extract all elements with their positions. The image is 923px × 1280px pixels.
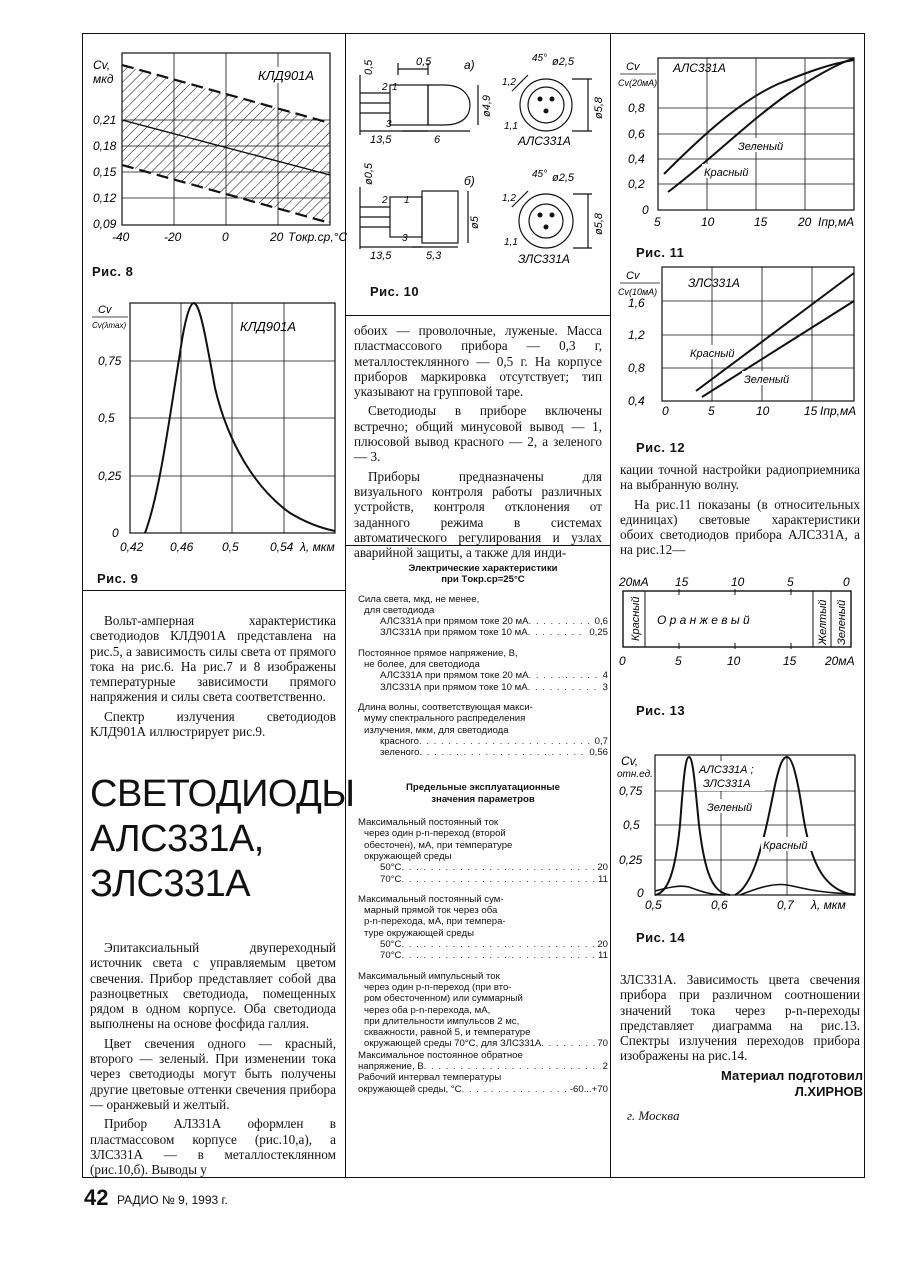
spec-row — [358, 616, 608, 627]
figure-8-ytick: 0,21 — [93, 113, 117, 127]
figure-10b-pin: 1 — [404, 195, 410, 206]
section-rule — [345, 315, 610, 316]
author-credit — [721, 1068, 863, 1100]
spec-text: p-n-перехода, мА, при темпера- — [364, 916, 506, 928]
spec-text: Максимальный постоянный ток — [358, 817, 499, 829]
figure-8-xtick: 0 — [222, 230, 229, 244]
article-text-right-bottom — [620, 972, 860, 1068]
figure-13-zone-green: Зеленый — [836, 599, 848, 645]
specs-title-line: при Tокр.ср=25°С — [441, 574, 525, 586]
spec-text: Максимальное постоянное обратное — [358, 1049, 523, 1061]
figure-14-device: АЛС331А ; — [699, 764, 754, 776]
figure-10a-dim: 1,1 — [504, 121, 518, 132]
figure-10 — [352, 45, 607, 270]
spec-max-sum — [358, 894, 608, 962]
figure-9-xtick: 0,5 — [222, 540, 239, 554]
figure-14-ytick: 0,75 — [619, 784, 643, 798]
figure-10a-dim: 0,5 — [416, 56, 432, 68]
figure-14-label-green: Зеленый — [707, 802, 753, 814]
spec-row — [358, 862, 608, 873]
figure-8-ytick: 0,15 — [93, 165, 117, 179]
figure-13-top-tick: 15 — [675, 575, 689, 589]
spec-label: ЗЛС331А при прямом токе 10 мА — [380, 681, 528, 693]
figure-10a-dim: 13,5 — [370, 134, 392, 146]
figure-8-xlabel: Tокр.ср,°С — [288, 230, 348, 244]
figure-9-xtick: 0,54 — [270, 540, 294, 554]
spec-label: зеленого — [380, 747, 420, 759]
figure-8-plot — [90, 45, 348, 260]
figure-13-top-tick: 10 — [731, 575, 745, 589]
figure-12-caption: Рис. 12 — [636, 440, 686, 455]
spec-label: АЛС331А при прямом токе 20 мА — [380, 670, 529, 682]
spec-value: 11 — [598, 873, 608, 885]
figure-10b-dim: 5,3 — [426, 250, 442, 262]
magazine-issue: РАДИО № 9, 1993 г. — [116, 1193, 228, 1207]
figure-11-ylabel-num: Cv — [626, 61, 640, 73]
spec-text: ром обесточенном) или суммарный — [364, 993, 523, 1005]
figure-9-device: КЛД901А — [240, 319, 297, 334]
spec-text: для светодиода — [364, 604, 435, 616]
specs-title-line: значения параметров — [431, 793, 535, 805]
figure-14-label-red: Красный — [763, 840, 808, 852]
author-name: Л.ХИРНОВ — [794, 1084, 863, 1099]
figure-12-ytick: 0,8 — [628, 361, 645, 375]
figure-8-caption: Рис. 8 — [92, 264, 134, 279]
figure-11-label-green: Зеленый — [738, 141, 784, 153]
figure-10a-dim: 6 — [434, 134, 441, 146]
headline-line: АЛС331А, — [90, 818, 264, 860]
figure-9-ylabel-num: Cv — [98, 304, 112, 316]
spec-text: туре окружающей среды — [364, 927, 475, 939]
spec-row — [358, 747, 608, 758]
figure-12-ylabel-den: Cv(10мА) — [618, 287, 658, 297]
figure-12-ytick: 1,6 — [628, 296, 645, 310]
figure-10-caption: Рис. 10 — [370, 284, 420, 299]
figure-13-bottom-tick: 5 — [675, 654, 682, 668]
figure-14 — [615, 745, 860, 920]
figure-11-device: АЛС331А — [673, 61, 726, 75]
figure-11-ytick: 0,4 — [628, 152, 645, 166]
figure-10a-name: АЛС331А — [518, 134, 571, 148]
figure-14-caption: Рис. 14 — [636, 930, 686, 945]
figure-8 — [90, 45, 348, 260]
figure-13-bottom-tick: 20мА — [825, 654, 855, 668]
figure-11-xtick: 5 — [654, 215, 661, 229]
figure-14-xtick: 0,6 — [711, 898, 728, 912]
figure-13-bottom-tick: 10 — [727, 654, 741, 668]
spec-wavelength — [358, 702, 608, 758]
paragraph: Цвет свечения одного — красный, второго — зеленый. При изменении тока через светодиоды могут быть получены другие цветовые оттенки свечения прибора — оранжевый и желтый. — [90, 1035, 336, 1112]
spec-value: 0,25 — [589, 627, 608, 639]
spec-value: 20 — [597, 862, 608, 874]
figure-10a-label: а) — [464, 58, 475, 72]
specs-title-line: Электрические характеристики — [408, 563, 558, 574]
spec-text: Постоянное прямое напряжение, В, — [358, 647, 518, 659]
page-number: 42 — [84, 1185, 109, 1210]
figure-9-xlabel: λ, мкм — [300, 540, 335, 554]
spec-value: 0,6 — [594, 616, 608, 628]
figure-10b-label: б) — [464, 174, 475, 188]
figure-9-ytick: 0,5 — [98, 411, 115, 425]
specifications-block — [358, 563, 608, 1095]
figure-10b-dim: ø2,5 — [552, 172, 575, 184]
figure-10b-dim: 45° — [532, 169, 548, 180]
spec-text: через один p-n-переход (второй — [364, 828, 506, 840]
spec-row — [358, 1038, 608, 1049]
spec-value: 20 — [597, 939, 608, 951]
figure-10a-dim: ø4,9 — [481, 94, 493, 117]
figure-8-ytick: 0,09 — [93, 217, 117, 231]
article-text-right-mid — [620, 462, 860, 562]
figure-14-ytick: 0,5 — [623, 818, 640, 832]
figure-14-ylabel: Cv, — [621, 754, 639, 768]
spec-text: окружающей среды — [364, 850, 452, 862]
headline-line: СВЕТОДИОДЫ — [90, 773, 355, 815]
section-rule — [82, 590, 345, 591]
figure-10b-dim: 1,2 — [502, 193, 516, 204]
spec-text: Рабочий интервал температуры — [358, 1072, 502, 1084]
figure-11-ytick: 0 — [642, 203, 649, 217]
figure-10b-pin: 2 — [382, 195, 388, 206]
figure-13 — [615, 573, 860, 673]
spec-label: напряжение, В — [358, 1060, 424, 1072]
figure-12-plot — [618, 265, 858, 430]
page-footer — [84, 1185, 228, 1211]
figure-12-ytick: 1,2 — [628, 328, 645, 342]
article-text-mid-top — [354, 323, 602, 564]
figure-12-xtick: 5 — [708, 404, 715, 418]
figure-11-label-red: Красный — [704, 167, 749, 179]
figure-8-device: КЛД901А — [258, 68, 315, 83]
spec-label: 50°С — [380, 862, 402, 874]
spec-text: Длина волны, соответствующая макси- — [358, 701, 533, 713]
figure-9-xtick: 0,42 — [120, 540, 144, 554]
figure-11-ylabel-den: Cv(20мА) — [618, 78, 658, 88]
spec-value: -60...+70 — [569, 1083, 608, 1095]
figure-13-top-tick: 5 — [787, 575, 794, 589]
figure-13-top-tick: 20мА — [619, 575, 649, 589]
figure-11-plot — [618, 52, 858, 232]
figure-13-diagram — [615, 573, 860, 673]
figure-8-xtick: -20 — [164, 230, 182, 244]
figure-12-ytick: 0,4 — [628, 394, 645, 408]
figure-14-plot — [615, 745, 860, 920]
figure-14-ytick: 0,25 — [619, 853, 643, 867]
paragraph: На рис.11 показаны (в относительных единицах) световые характеристики обоих светодиодов прибора АЛС331А, а на рис.12— — [620, 496, 860, 558]
spec-luminous — [358, 594, 608, 639]
spec-row — [358, 950, 608, 961]
figure-10a-pin: 2 — [382, 82, 388, 93]
figure-13-zone-orange: О р а н ж е в ы й — [657, 613, 750, 627]
figure-10a-pin: 1 — [392, 82, 398, 93]
figure-9-ylabel-den: Cv(λmax) — [92, 321, 127, 330]
author-city: г. Москва — [627, 1108, 680, 1123]
spec-value: 11 — [598, 950, 608, 962]
figure-10-drawing — [352, 45, 607, 270]
column-rule-left — [345, 33, 346, 1178]
figure-13-zone-yellow: Желтый — [817, 599, 829, 645]
figure-11-ytick: 0,8 — [628, 101, 645, 115]
figure-10a-pin: 3 — [386, 119, 392, 130]
figure-12-label-green: Зеленый — [744, 374, 790, 386]
spec-row — [358, 627, 608, 638]
spec-text: излучения, мкм, для светодиода — [364, 724, 509, 736]
figure-9-ytick: 0 — [112, 526, 119, 540]
spec-text: скважности, равной 5, и температуре — [364, 1027, 531, 1039]
figure-8-ytick: 0,12 — [93, 191, 117, 205]
figure-14-ytick: 0 — [637, 886, 644, 900]
figure-10b-dim: ø5 — [469, 216, 481, 229]
figure-10a-dim: 1,2 — [502, 77, 516, 88]
figure-13-bottom-tick: 15 — [783, 654, 797, 668]
figure-10a-dim: 0,5 — [363, 59, 375, 75]
paragraph: ЗЛС331А. Зависимость цвета свечения прибора при различном соотношении значений тока через p-n-переходы представляет диаграмма на рис.13. Спектры излучения переходов прибора изображены на рис.14. — [620, 972, 860, 1064]
headline-line: ЗЛС331А — [90, 863, 251, 905]
figure-11-xtick: 15 — [754, 215, 768, 229]
figure-10a-dim: ø5,8 — [593, 96, 605, 119]
figure-8-xtick: 20 — [270, 230, 284, 244]
figure-11-xtick: 10 — [701, 215, 715, 229]
figure-8-xtick: -40 — [112, 230, 130, 244]
figure-14-ylabel-unit: отн.ед. — [617, 769, 653, 780]
spec-text: Максимальный импульсный ток — [358, 970, 500, 982]
spec-label: 50°С — [380, 939, 402, 951]
paragraph: Вольт-амперная характеристика светодиодов КЛД901А представлена на рис.5, а зависимость силы света от прямого тока на рис.6. На рис.7 и 8 изображены температурные зависимости прямого напряжения и силы света соответственно. — [90, 613, 336, 705]
figure-11-ytick: 0,2 — [628, 177, 645, 191]
spec-value: 0,7 — [594, 735, 608, 747]
specs-title — [358, 782, 608, 805]
figure-14-xtick: 0,7 — [777, 898, 794, 912]
figure-12-xtick: 0 — [662, 404, 669, 418]
figure-10b-dim: ø5,8 — [593, 212, 605, 235]
figure-11 — [618, 52, 858, 232]
figure-14-xtick: 0,5 — [645, 898, 662, 912]
spec-label: окружающей среды 70°С, для ЗЛС331А — [364, 1038, 542, 1050]
spec-label: 70°С — [380, 873, 402, 885]
spec-text: марный прямой ток через оба — [364, 905, 498, 917]
figure-10b-dim: 1,1 — [504, 237, 518, 248]
spec-text: Максимальный постоянный сум- — [358, 893, 504, 905]
figure-11-caption: Рис. 11 — [636, 245, 685, 260]
paragraph: обоих — проволочные, луженые. Масса пластмассового прибора — 0,3 г, металлостеклянного — 0,5 г. На корпусе приборов маркировка отсутствует; тип указывают на групповой таре. — [354, 323, 602, 400]
figure-12-xtick: 15 — [804, 404, 818, 418]
specs-title-line: Предельные эксплуатационные — [406, 782, 560, 794]
figure-9-ytick: 0,25 — [98, 469, 122, 483]
spec-value: 0,56 — [589, 747, 608, 759]
spec-text: при длительности импульсов 2 мс, — [364, 1015, 520, 1027]
article-headline — [90, 772, 355, 907]
spec-label: 70°С — [380, 950, 402, 962]
figure-12-xtick: 10 — [756, 404, 770, 418]
spec-text: не более, для светодиода — [364, 659, 480, 671]
figure-14-device: ЗЛС331А — [703, 778, 751, 790]
paragraph: Спектр излучения светодиодов КЛД901А иллюстрирует рис.9. — [90, 708, 336, 740]
figure-8-ytick: 0,18 — [93, 139, 117, 153]
figure-13-zone-red: Красный — [630, 596, 642, 641]
figure-10a-dim: 45° — [532, 53, 548, 64]
figure-9-ytick: 0,75 — [98, 354, 122, 368]
spec-row — [358, 1084, 608, 1095]
specs-title — [358, 563, 608, 586]
paragraph: кации точной настройки радиоприемника на выбранную волну. — [620, 462, 860, 493]
paragraph: Эпитаксиальный двупереходный источник света с управляемым цветом свечения. Прибор представляет собой два разноцветных светодиода, помещенных рядом в одном корпусе. Оба светодиода выполнены на основе фосфида галлия. — [90, 940, 336, 1032]
figure-13-bottom-tick: 0 — [619, 654, 626, 668]
figure-13-top-tick: 0 — [843, 575, 850, 589]
spec-label: красного — [380, 735, 419, 747]
figure-12-xlabel: Iпр,мА — [820, 404, 857, 418]
article-text-left-mid — [90, 613, 336, 743]
spec-row — [358, 670, 608, 681]
figure-12-ylabel-num: Cv — [626, 270, 640, 282]
spec-row — [358, 939, 608, 950]
figure-10b-dim: ø0,5 — [363, 162, 375, 185]
figure-12-label-red: Красный — [690, 348, 735, 360]
spec-max-pulse — [358, 971, 608, 1095]
spec-row — [358, 874, 608, 885]
figure-9-xtick: 0,46 — [170, 540, 194, 554]
spec-value: 3 — [602, 681, 608, 693]
spec-label: ЗЛС331А при прямом токе 10 мА — [380, 627, 528, 639]
spec-row — [358, 1061, 608, 1072]
spec-value: 2 — [602, 1060, 608, 1072]
figure-13-caption: Рис. 13 — [636, 703, 686, 718]
spec-voltage — [358, 648, 608, 693]
figure-11-xtick: 20 — [798, 215, 812, 229]
spec-text: через оба p-n-перехода, мА, — [364, 1004, 491, 1016]
spec-text: обесточен), мА, при температуре — [364, 839, 513, 851]
spec-text: Сила света, мкд, не менее, — [358, 593, 480, 605]
figure-9-plot — [90, 293, 340, 563]
spec-label: АЛС331А при прямом токе 20 мА — [380, 616, 529, 628]
figure-14-xlabel: λ, мкм — [811, 898, 846, 912]
spec-text: через один p-n-переход (при вто- — [364, 981, 512, 993]
author-line: Материал подготовил — [721, 1068, 863, 1083]
figure-10a-dim: ø2,5 — [552, 56, 575, 68]
paragraph: Светодиоды в приборе включены встречно; общий минусовой вывод — 1, плюсовой вывод красного — 2, а зеленого — 3. — [354, 403, 602, 465]
figure-10b-dim: 13,5 — [370, 250, 392, 262]
figure-12 — [618, 265, 858, 430]
spec-value: 4 — [602, 670, 608, 682]
figure-8-ylabel-unit: мкд — [93, 72, 114, 86]
spec-text: муму спектрального распределения — [364, 713, 526, 725]
spec-row — [358, 682, 608, 693]
figure-11-xlabel: Iпр,мА — [818, 215, 855, 229]
figure-10b-name: ЗЛС331А — [518, 252, 570, 266]
spec-label: окружающей среды, °С — [358, 1083, 462, 1095]
paragraph: Прибор АЛ331А оформлен в пластмассовом корпусе (рис.10,а), а ЗЛС331А — в металлостеклянном (рис.10,б). Выводы у — [90, 1116, 336, 1178]
article-text-left-bottom — [90, 940, 336, 1181]
figure-12-device: ЗЛС331А — [688, 276, 740, 290]
spec-row — [358, 736, 608, 747]
figure-9-caption: Рис. 9 — [97, 571, 139, 586]
figure-11-ytick: 0,6 — [628, 127, 645, 141]
column-rule-right — [610, 33, 611, 1178]
figure-8-ylabel: Cv, — [93, 58, 111, 72]
figure-10b-pin: 3 — [402, 233, 408, 244]
figure-9 — [90, 293, 340, 563]
paragraph: Приборы предназначены для визуального контроля работы различных устройств, контроля отклонения от заданного режима в системах автоматического регулирования и узлах аварийной защиты, а также для инди- — [354, 468, 602, 561]
spec-value: 70 — [597, 1038, 608, 1050]
spec-max-dc — [358, 817, 608, 885]
